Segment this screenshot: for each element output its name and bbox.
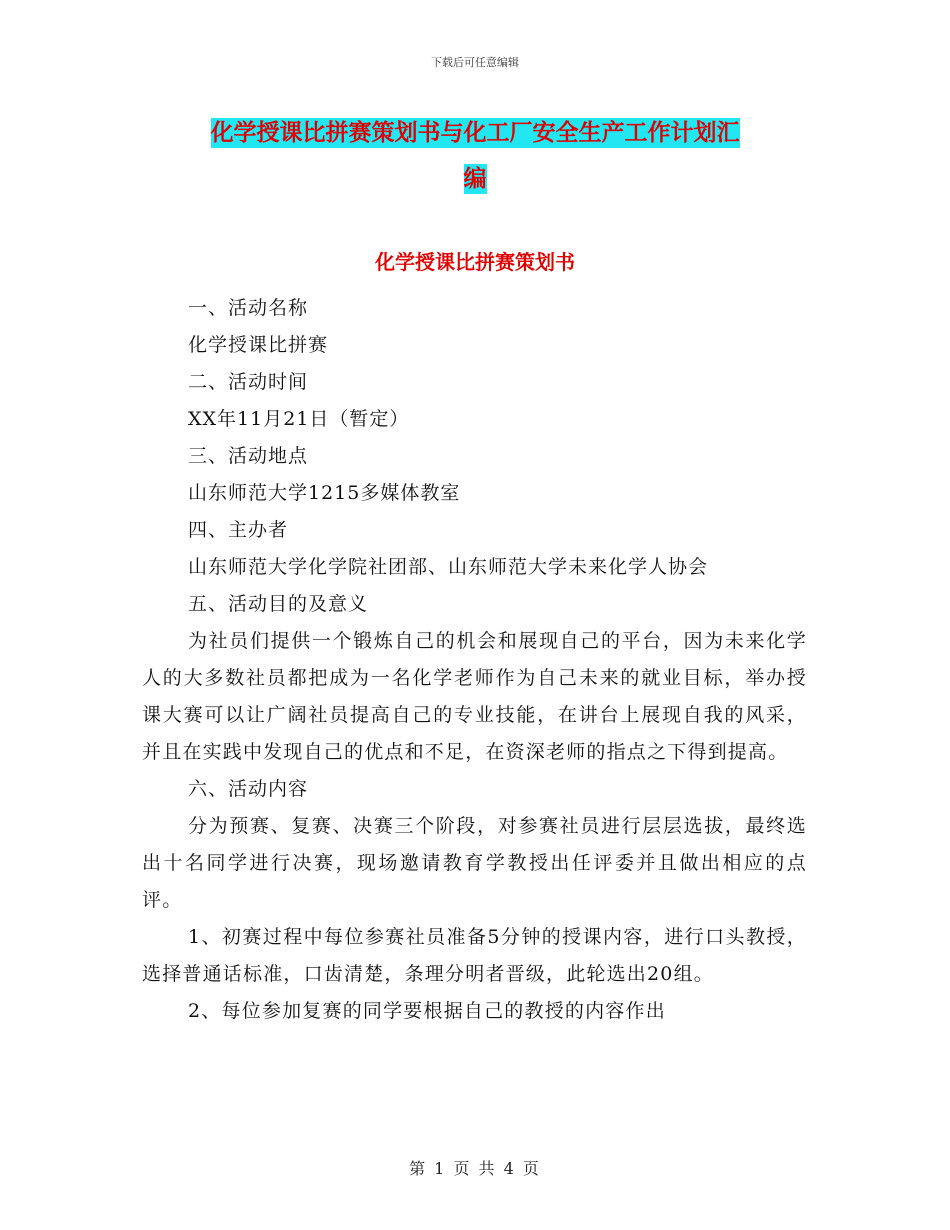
heading-purpose: 五、活动目的及意义 — [188, 593, 369, 615]
organizer-text: 山东师范大学化学院社团部、山东师范大学未来化学人协会 — [188, 556, 709, 578]
preliminary-paragraph: 1、初赛过程中每位参赛社员准备5分钟的授课内容，进行口头教授，选择普通话标准，口齿清楚，条理分明者晋级，此轮选出20组。 — [142, 926, 807, 985]
heading-organizer: 四、主办者 — [188, 519, 289, 541]
activity-time-text: XX年11月21日（暂定） — [188, 408, 410, 430]
activity-location-text: 山东师范大学1215多媒体教室 — [188, 482, 461, 504]
heading-activity-time: 二、活动时间 — [188, 371, 309, 393]
heading-content: 六、活动内容 — [188, 778, 309, 800]
heading-activity-location: 三、活动地点 — [188, 445, 309, 467]
document-title-line-1: 化学授课比拼赛策划书与化工厂安全生产工作计划汇 — [210, 120, 740, 146]
document-title-line-2: 编 — [463, 166, 487, 192]
heading-activity-name: 一、活动名称 — [188, 297, 309, 319]
document-title — [140, 110, 810, 202]
section-title: 化学授课比拼赛策划书 — [375, 250, 575, 274]
document-body — [142, 290, 807, 1030]
page-number-footer: 第 1 页 共 4 页 — [409, 1159, 541, 1178]
content-paragraph: 分为预赛、复赛、决赛三个阶段，对参赛社员进行层层选拔，最终选出十名同学进行决赛，现场邀请教育学教授出任评委并且做出相应的点评。 — [142, 815, 807, 911]
purpose-paragraph: 为社员们提供一个锻炼自己的机会和展现自己的平台，因为未来化学人的大多数社员都把成为一名化学老师作为自己未来的就业目标，举办授课大赛可以让广阔社员提高自己的专业技能，在讲台上展现自我的风采，并且在实践中发现自己的优点和不足，在资深老师的指点之下得到提高。 — [142, 630, 807, 763]
header-note: 下载后可任意编辑 — [431, 56, 519, 69]
activity-name-text: 化学授课比拼赛 — [188, 334, 329, 356]
semifinal-paragraph: 2、每位参加复赛的同学要根据自己的教授的内容作出 — [188, 1000, 666, 1022]
